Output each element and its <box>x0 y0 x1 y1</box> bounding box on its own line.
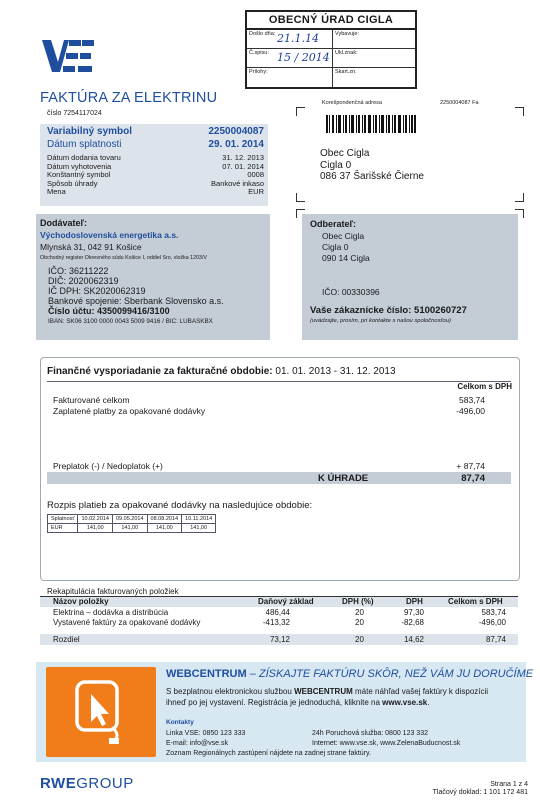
contacts-right <box>312 729 460 749</box>
schedule-cell: 10.11.2014 <box>182 515 216 524</box>
settlement-rows <box>53 395 485 416</box>
schedule-title: Rozpis platieb za opakované dodávky na nasledujúce obdobie: <box>47 500 313 511</box>
schedule-cell: 09.05.2014 <box>113 515 148 524</box>
recap-row <box>40 618 518 628</box>
recap-diff-row <box>40 635 518 645</box>
supplier-name: Východoslovenská energetika a.s. <box>40 230 179 240</box>
schedule-cell: 10.02.2014 <box>78 515 113 524</box>
contact-internet[interactable]: Internet: www.vse.sk, www.ZelenaBuducnost.sk <box>312 740 461 747</box>
summary-row-value: Bankové inkaso <box>211 178 264 188</box>
webcentrum-text-bold: WEBCENTRUM <box>294 687 353 696</box>
contacts-label: Kontakty <box>166 719 194 726</box>
window-corner-tr <box>515 107 524 116</box>
supplier-bank: Bankové spojenie: Sberbank Slovensko a.s. <box>48 296 224 306</box>
uhrade-label: K ÚHRADE <box>318 473 369 484</box>
settlement-row-value: -496,00 <box>456 405 485 416</box>
stamp-cell-prilohy <box>247 68 333 87</box>
summary-row-label: Konštantný symbol <box>47 170 111 180</box>
barcode-icon <box>326 115 416 133</box>
window-corner-br <box>515 193 524 202</box>
address-line: Cigla 0 <box>320 159 352 171</box>
stamp-prilohy-label: Prílohy: <box>249 69 268 75</box>
preplatok-value: + 87,74 <box>456 461 485 471</box>
summary-row-value: 31. 12. 2013 <box>222 153 264 162</box>
recap-table <box>40 597 518 628</box>
invoice-number: číslo 7254117024 <box>47 110 102 117</box>
webcentrum-line <box>166 697 516 708</box>
settlement-title-label: Finančné vysporiadanie za fakturačné obdobie: <box>47 366 273 377</box>
supplier-register: Obchodný register Okresného súdu Košice I, oddiel Sro, vložka 1203/V <box>40 255 207 261</box>
schedule-cell: EUR <box>48 524 78 533</box>
recap-header: DPH <box>406 597 423 606</box>
stamp-dosl-value: 21.1.14 <box>277 32 319 45</box>
supplier-dic: DIČ: 2020062319 <box>48 276 119 286</box>
settlement-row-label: Fakturované celkom <box>53 395 130 405</box>
webcentrum-text-part: . <box>427 698 430 707</box>
recap-cell: Vystavené faktúry za opakované dodávky <box>53 618 201 627</box>
print-doc-number: Tlačový doklad: 1 101 172 481 <box>432 789 528 796</box>
contact-porucha: 24h Poruchová služba: 0800 123 332 <box>312 730 428 737</box>
webcentrum-line <box>166 686 516 697</box>
stamp-cspisu-label: Č.spisu: <box>249 50 269 56</box>
stamp-dosl-label: Došlo dňa: <box>249 31 276 37</box>
summary-row <box>47 153 264 162</box>
rwe-logo-a: RWE <box>40 775 77 792</box>
stamp-cell-ulznak <box>333 49 415 68</box>
rwe-group-logo <box>40 775 134 792</box>
vse-logo-icon <box>42 40 94 72</box>
schedule-cell: 141,00 <box>113 524 148 533</box>
splatnost-value: 29. 01. 2014 <box>208 139 264 150</box>
stamp-title: OBECNÝ ÚRAD CIGLA <box>247 12 415 30</box>
invoice-title: FAKTÚRA ZA ELEKTRINU <box>40 90 218 106</box>
cursor-plug-icon <box>73 678 129 746</box>
summary-row-label: Spôsob úhrady <box>47 178 98 188</box>
summary-row-value: 07. 01. 2014 <box>222 161 264 171</box>
address-line: 086 37 Šarišské Čierne <box>320 171 424 182</box>
recap-cell: Elektrina – dodávka a distribúcia <box>53 608 169 617</box>
recap-header: Celkom s DPH <box>448 597 503 606</box>
recap-title: Rekapitulácia fakturovaných položiek <box>47 587 179 596</box>
settlement-row <box>53 406 485 417</box>
splatnost-label: Dátum splatnosti <box>47 139 122 150</box>
supplier-account: Číslo účtu: 4350099416/3100 <box>48 306 170 316</box>
stamp-grid <box>247 30 415 87</box>
recap-cell: 20 <box>355 608 364 617</box>
summary-row-value: EUR <box>248 187 264 197</box>
customer-corner-tl <box>296 209 305 218</box>
settlement-title <box>47 366 396 377</box>
recap-header-row <box>40 597 518 608</box>
contact-zoznam: Zoznam Regionálnych zastúpení nájdete na zadnej strane faktúry. <box>166 750 371 757</box>
recap-cell: 20 <box>355 618 364 627</box>
address-line: Obec Cigla <box>320 148 370 159</box>
summary-rows <box>47 153 264 196</box>
settlement-row-value: 583,74 <box>459 395 485 405</box>
window-corner-tl <box>296 107 305 116</box>
customer-line: Obec Cigla <box>322 231 365 241</box>
recap-cell: -496,00 <box>478 618 506 627</box>
supplier-street: Mlynská 31, 042 91 Košice <box>40 242 142 252</box>
window-corner-bl <box>296 193 305 202</box>
summary-row <box>47 170 264 179</box>
customer-corner-tr <box>515 209 524 218</box>
preplatok-label: Preplatok (-) / Nedoplatok (+) <box>53 461 163 471</box>
supplier-ico: IČO: 36211222 <box>48 266 109 276</box>
recap-header: Daňový základ <box>258 597 314 606</box>
correspondence-code: 2250004087 Fa <box>440 100 479 106</box>
summary-row-value: 0008 <box>247 170 264 180</box>
footer-info <box>400 781 528 797</box>
schedule-row-amounts <box>48 524 216 533</box>
customer-label: Odberateľ: <box>310 219 356 229</box>
webcentrum-text-part: S bezplatnou elektronickou službou <box>166 687 295 696</box>
page-number: Strana 1 z 4 <box>490 781 528 788</box>
customer-ico: IČO: 00330396 <box>322 287 380 297</box>
stamp-skartzn-label: Skart.zn. <box>335 69 357 75</box>
schedule-cell: 141,00 <box>78 524 113 533</box>
summary-row <box>47 187 264 196</box>
recap-cell: -82,68 <box>401 618 424 627</box>
schedule-row-dates <box>48 515 216 524</box>
summary-row <box>47 179 264 188</box>
summary-row-label: Dátum dodania tovaru <box>47 153 121 162</box>
supplier-label: Dodávateľ: <box>40 218 87 228</box>
schedule-cell: Splatnosť <box>48 515 78 524</box>
webcentrum-text-part: ihneď po jej vystavení. Registrácia je jednoduchá, kliknite na <box>166 698 383 707</box>
schedule-cell: 08.08.2014 <box>147 515 182 524</box>
webcentrum-title-rest: – ZÍSKAJTE FAKTÚRU SKÔR, NEŽ VÁM JU DORUČÍME <box>246 668 534 680</box>
settlement-col-header: Celkom s DPH <box>457 382 512 391</box>
settlement-row-label: Zaplatené platby za opakované dodávky <box>53 405 206 416</box>
webcentrum-title <box>166 668 533 680</box>
webcentrum-text <box>166 686 516 708</box>
variabilny-label: Variabilný symbol <box>47 126 133 137</box>
recap-header: DPH (%) <box>342 597 374 606</box>
summary-row-label: Dátum vyhotovenia <box>47 161 112 171</box>
rwe-logo-b: GROUP <box>76 775 134 792</box>
supplier-iban: IBAN: SK06 3100 0000 0043 5009 9416 / BIC: LUBASKBX <box>48 318 213 325</box>
customer-note: (uvádzajte, prosím, pri kontakte s našou spoločnosťou) <box>310 318 451 324</box>
recap-cell: 20 <box>355 635 364 644</box>
stamp-ulznak-label: Ukl.znak: <box>335 50 358 56</box>
recap-cell: -413,32 <box>262 618 290 627</box>
variabilny-value: 2250004087 <box>208 126 264 137</box>
recap-cell: 583,74 <box>481 608 506 617</box>
recap-cell: Rozdiel <box>53 635 80 644</box>
webcentrum-title-bold: WEBCENTRUM <box>166 668 247 680</box>
recap-cell: 87,74 <box>485 635 506 644</box>
settlement-row <box>53 395 485 406</box>
recap-cell: 486,44 <box>265 608 290 617</box>
contact-linka: Linka VSE: 0850 123 333 <box>166 730 246 737</box>
schedule-table <box>47 514 216 533</box>
uhrade-value: 87,74 <box>461 473 485 484</box>
contact-email[interactable]: E-mail: info@vse.sk <box>166 740 228 747</box>
supplier-ids <box>48 266 224 316</box>
webcentrum-text-part: máte náhľad vašej faktúry k dispozícii <box>352 687 489 696</box>
recap-cell: 97,30 <box>403 608 424 617</box>
summary-row-label: Mena <box>47 187 66 197</box>
schedule-cell: 141,00 <box>182 524 216 533</box>
stamp-vybavuje-label: Vybavuje: <box>335 31 359 37</box>
customer-address <box>322 231 370 264</box>
webcentrum-link[interactable]: www.vse.sk <box>382 698 428 707</box>
recap-cell: 14,62 <box>403 635 424 644</box>
settlement-period: 01. 01. 2013 - 31. 12. 2013 <box>272 366 396 377</box>
customer-number: Vaše zákaznícke číslo: 5100260727 <box>310 305 467 316</box>
office-stamp <box>245 10 417 89</box>
recap-cell: 73,12 <box>269 635 290 644</box>
recap-row <box>40 608 518 618</box>
stamp-cell-vybavuje <box>333 30 415 49</box>
summary-row <box>47 162 264 171</box>
stamp-cspisu-value: 15 / 2014 <box>277 51 330 64</box>
recap-header: Názov položky <box>53 597 109 606</box>
supplier-icdph: IČ DPH: SK2020062319 <box>48 286 146 296</box>
correspondence-address <box>320 148 424 183</box>
stamp-cell-skartzn <box>333 68 415 87</box>
customer-line: Cigla 0 <box>322 242 349 252</box>
korespondencna-label: Korešpondenčná adresa <box>322 100 382 106</box>
schedule-cell: 141,00 <box>147 524 182 533</box>
customer-line: 090 14 Cigla <box>322 253 370 263</box>
